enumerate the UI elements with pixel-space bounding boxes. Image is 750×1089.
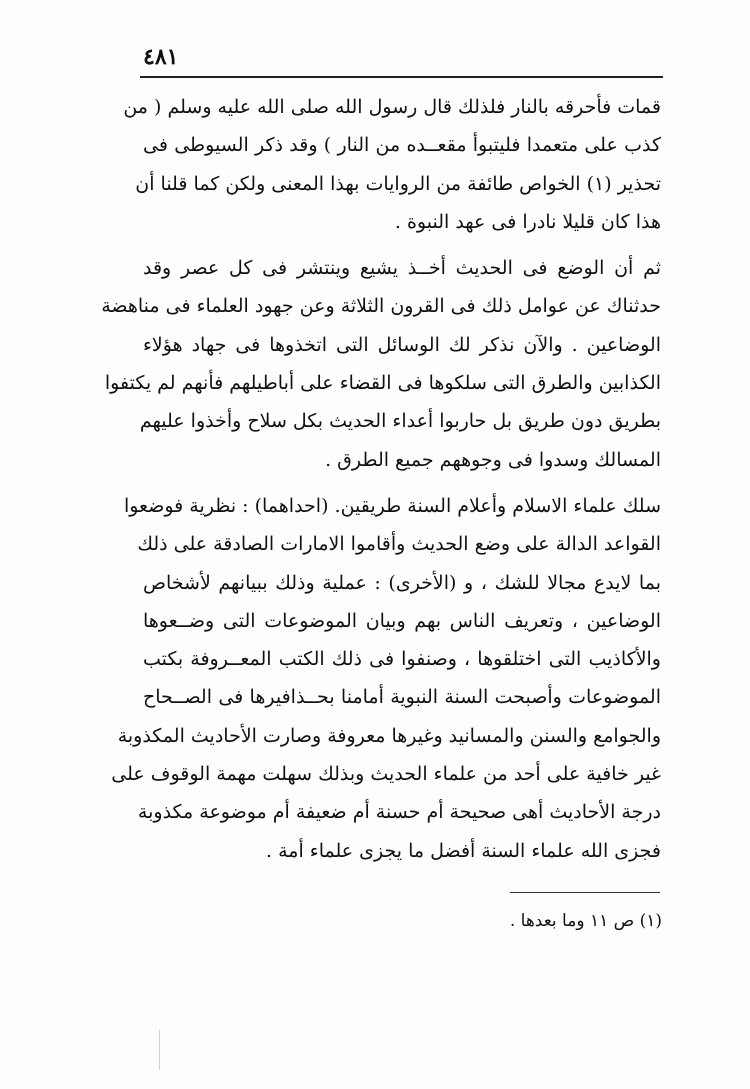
text-line: والأكاذيب التى اختلقوها ، وصنفوا فى ذلك الكتب المعــروفة بكتب [143, 648, 661, 671]
page-number: ٤٨١ [143, 44, 179, 70]
text-line: الوضاعين ، وتعريف الناس بهم وبيان الموضوعات التى وضــعوها [143, 609, 661, 632]
footnote-rule [510, 892, 660, 893]
text-line: فجزى الله علماء السنة أفضل ما يجزى علماء أمة . [266, 839, 661, 862]
body-text [101, 88, 661, 870]
text-line: هذا كان قليلا نادرا فى عهد النبوة . [394, 210, 661, 233]
text-line: بما لايدع مجالا للشك ، و (الأخرى) : عملية وذلك ببيانهم لأشخاص [143, 571, 661, 594]
text-line: المسالك وسدوا فى وجوههم جميع الطرق . [325, 448, 661, 471]
text-line: الموضوعات وأصبحت السنة النبوية أمامنا بحــذافيرها فى الصــحاح [143, 686, 661, 709]
text-line: غير خافية على أحد من علماء الحديث وبذلك سهلت مهمة الوقوف على [111, 763, 661, 786]
scan-mark [159, 1030, 160, 1070]
paragraph-3 [111, 487, 661, 870]
text-line: درجة الأحاديث أهى صحيحة أم حسنة أم ضعيفة أم موضوعة مكذوبة [137, 801, 661, 824]
paragraph-2 [101, 249, 661, 479]
text-line: قمات فأحرقه بالنار فلذلك قال رسول الله صلى الله عليه وسلم ( من [123, 96, 661, 118]
text-line: حدثناك عن عوامل ذلك فى القرون الثلاثة وعن جهود العلماء فى مناهضة [101, 295, 661, 318]
text-line: سلك علماء الاسلام وأعلام السنة طريقين. (احداهما) : نظرية فوضعوا [123, 494, 661, 517]
text-line: الوضاعين . والآن نذكر لك الوسائل التى اتخذوها فى جهاد هؤلاء [143, 333, 661, 356]
header-rule [140, 76, 663, 78]
paragraph-1 [123, 88, 661, 241]
text-line: بطريق دون طريق بل حاربوا أعداء الحديث بكل سلاح وأخذوا عليهم [139, 410, 661, 433]
text-line: كذب على متعمدا فليتبوأ مقعــده من النار ) وقد ذكر السيوطى فى [143, 134, 661, 157]
footnote: (١) ص ١١ وما بعدها . [509, 911, 662, 931]
text-line: ثم أن الوضع فى الحديث أخــذ يشيع وينتشر فى كل عصر وقد [143, 257, 661, 280]
text-line: والجوامع والسنن والمسانيد وغيرها معروفة وصارت الأحاديث المكذوبة [117, 724, 661, 747]
text-line: القواعد الدالة على وضع الحديث وأقاموا الامارات الصادقة على ذلك [137, 533, 661, 556]
text-line: الكذابين والطرق التى سلكوها فى القضاء على أباطيلهم فأنهم لم يكتفوا [104, 372, 661, 395]
text-line: تحذير (١) الخواص طائفة من الروايات بهذا المعنى ولكن كما قلنا أن [135, 172, 661, 195]
